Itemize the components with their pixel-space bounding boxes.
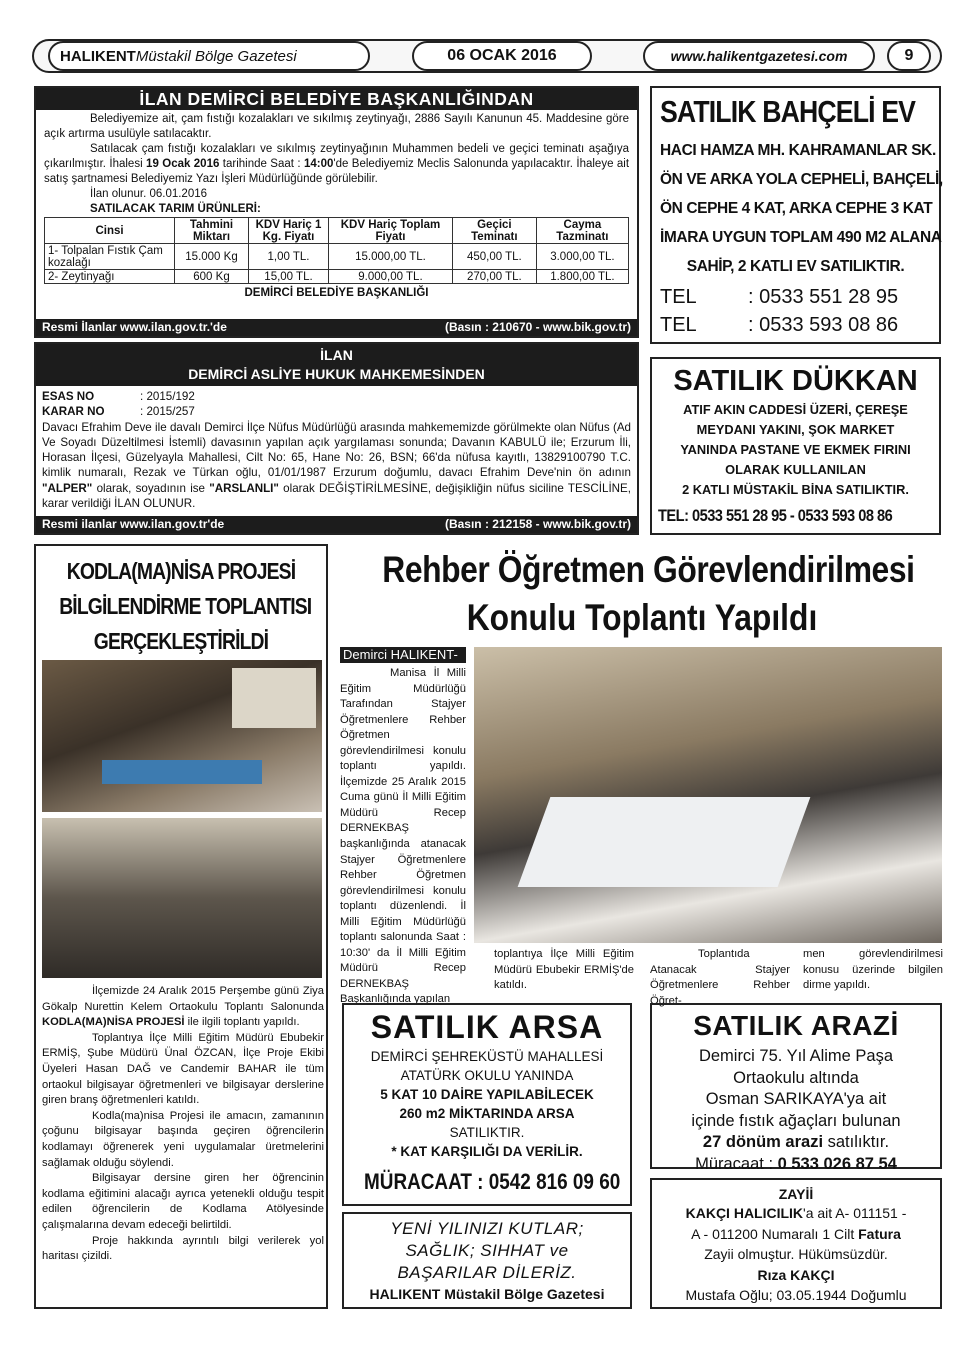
projection-screen: [232, 668, 316, 728]
ad-bahceli-title: SATILIK BAHÇELİ EV: [660, 94, 916, 129]
ad-bahceli-line: İMARA UYGUN TOPLAM 490 M2 ALANA: [660, 229, 942, 246]
page-number: 9: [887, 41, 931, 71]
ad-arsa-line: 260 m2 MİKTARINDA ARSA: [399, 1106, 575, 1121]
ad-zayi-line: Zayii olmuştur. Hükümsüzdür.: [704, 1246, 888, 1262]
ad-bahceli-line: HACI HAMZA MH. KAHRAMANLAR SK.: [660, 142, 936, 159]
ad-arazi-line: Müracaat : 0 533 026 87 54: [695, 1154, 897, 1173]
ad-bahceli-line: ÖN VE ARKA YOLA CEPHELİ, BAHÇELİ,: [660, 171, 943, 188]
ad-dukkan-line: YANINDA PASTANE VE EKMEK FIRINI: [680, 442, 911, 457]
ilan-mahkeme-body: Davacı Efrahim Deve ile davalı Demirci İlçe Nüfus Müdürlüğü arasında mahkememizde görülmekte olan Nüfus (Ad Ve Soyadı Düzeltilmesi İstemli) davasının yapılan açık yargılaması sonunda; Davanın KABULÜ ile; Erzurum İli, Horasan İlçesi, Güzelyayla Mahallesi, Cilt No: 65, Hane No: 26, BSN; 66'da nüfusa kayıtlı, 13829100790 T.C. kimlik numaralı, Rezak ve Türkan oğlu, 01/01/1987 Erzurum doğumlu, davacı Efrahim Deve'nin ön adının "ALPER" olarak, soyadının ise "ARSLANLI" olarak DEĞİŞTİRİLMESİNE, değişikliğin nüfus siciline TESCİLİNE, karar verildiği İLAN OLUNUR.: [42, 420, 632, 511]
ad-zayi-line: A - 011200 Numaralı 1 Cilt Fatura: [691, 1225, 901, 1242]
ilan-belediye-date: İlan olunur. 06.01.2016: [90, 188, 208, 200]
table-row: 1- Tolpalan Fıstık Çam kozalağı 15.000 Kg 1,00 TL. 15.000,00 TL. 450,00 TL. 3.000,00 TL.: [45, 244, 629, 270]
ad-arazi-line: Osman SARIKAYA'ya ait: [705, 1090, 887, 1108]
ad-arsa-tel: MÜRACAAT : 0542 816 09 60: [364, 1169, 621, 1194]
yeniyil-line: SAĞLIK; SIHHAT ve: [405, 1241, 569, 1260]
kodlamanisa-title: KODLA(MA)NİSA PROJESİ BİLGİLENDİRME TOPLANTISI GERÇEKLEŞTİRİLDİ: [59, 558, 312, 654]
yeniyil-line: BAŞARILAR DİLERİZ.: [397, 1263, 577, 1282]
esas-no: ESAS NO : 2015/192: [42, 390, 195, 403]
ilan-belediye-sign: DEMİRCİ BELEDİYE BAŞKANLIĞI: [244, 287, 429, 299]
ad-yeniyil: [342, 1212, 632, 1309]
ilan-belediye-table-title: SATILACAK TARIM ÜRÜNLERİ:: [90, 203, 261, 215]
ad-dukkan-line: 2 KATLI MÜSTAKİL BİNA SATILIKTIR.: [682, 482, 909, 497]
ad-arazi-line: Ortaokulu altında: [733, 1068, 859, 1087]
website-link[interactable]: www.halikentgazetesi.com: [643, 41, 875, 71]
ilan-belediye-table: Cinsi Tahmini Miktarı KDV Hariç 1 Kg. Fiyatı KDV Hariç Toplam Fiyatı Geçici Teminatı Cayma Tazminatı 1- Tolpalan Fıstık Çam kozalağı 15.000 Kg 1,00 TL. 15.000,00 TL. 450,00 TL. 3.000,00 TL. 2- Zeytinyağı 600 Kg 15,00 TL. 9.000,00 TL. 270,00 TL. 1.800,00 TL.: [44, 217, 629, 284]
ad-arsa-line: DEMİRCİ ŞEHREKÜSTÜ MAHALLESİ: [370, 1049, 604, 1064]
ad-arsa-line: 5 KAT 10 DAİRE YAPILABİLECEK: [380, 1087, 594, 1102]
ad-bahceli-ev: [650, 86, 941, 344]
ad-dukkan: [650, 357, 941, 535]
ad-zayi-line: KAKÇI HALICILIK'a ait A- 011151 -: [685, 1205, 907, 1221]
rehber-col1: Manisa İl Milli Eğitim Müdürlüğü Tarafından Stajyer Öğretmenlere Rehber Öğretmen görevlendirilmesi konulu toplantı yapıldı. İlçemizde 25 Aralık 2015 Cuma günü İl Milli Eğitim Müdürü Recep DERNEKBAŞ başkanlığında atanacak Stajyer Öğretmenlere Rehber Öğretmen görevlendirilmesi konulu toplantı düzenlendi. İl Milli Eğitim Müdürlüğü toplantı salonunda Saat : 10:30' da İl Milli Eğitim Müdürü Recep DERNEKBAŞ Başkanlığında yapılan: [340, 667, 466, 1006]
ad-arazi: [650, 1003, 942, 1173]
ad-dukkan-line: MEYDANI YAKINI, ŞOK MARKET: [696, 422, 895, 437]
table-cloth: [102, 760, 262, 784]
issue-date: 06 OCAK 2016: [412, 41, 592, 71]
ad-dukkan-title: SATILIK DÜKKAN: [673, 365, 918, 397]
ad-arazi-line: Demirci 75. Yıl Alime Paşa: [698, 1047, 894, 1065]
ad-zayi-line: Rıza KAKÇI: [757, 1266, 835, 1283]
ilan-mahkeme-footer: Resmi ilanlar www.ilan.gov.tr'de (Basın : 212158 - www.bik.gov.tr): [36, 516, 637, 533]
paper-name: [48, 41, 370, 71]
ilan-belediye-p2: Satılacak çam fıstığı kozalakları ve sıkılmış zeytinyağının Muhammen bedeli ve geçici teminatı aşağıya çıkarılmıştır. İhalesi 19 Ocak 2016 tarihinde Saat : 14:00'de Belediyemiz Meclis Salonunda yapılacaktır. İhaleye ait satış şartnamesi Belediyemiz Yazı İşleri Müdürlüğünde görülebilir.: [44, 143, 630, 185]
ad-arsa-line: SATILIKTIR.: [449, 1125, 525, 1140]
meeting-table: [518, 797, 811, 887]
kodlamanisa-article: [34, 544, 328, 1309]
yeniyil-paper: HALIKENT Müstakil Bölge Gazetesi: [369, 1286, 605, 1302]
ad-dukkan-tel: TEL: 0533 551 28 95 - 0533 593 08 86: [658, 506, 893, 525]
ad-arazi-title: SATILIK ARAZİ: [693, 1010, 899, 1041]
yeniyil-line: YENİ YILINIZI KUTLAR;: [390, 1219, 584, 1238]
ad-bahceli-line: ÖN CEPHE 4 KAT, ARKA CEPHE 3 KAT: [660, 200, 933, 217]
ad-bahceli-tel: TEL : 0533 551 28 95 TEL : 0533 593 08 86: [660, 286, 899, 336]
rehber-col4: men görevlendirilmesi konusu üzerinde bilgilen dirme yapıldı.: [803, 948, 943, 991]
ilan-mahkeme: [34, 342, 639, 535]
ilan-belediye-title: İLAN DEMİRCİ BELEDİYE BAŞKANLIĞINDAN: [36, 88, 637, 110]
ad-arsa-title: SATILIK ARSA: [370, 1009, 604, 1045]
rehber-col2: toplantıya İlçe Milli Eğitim Müdürü Ebubekir ERMİŞ'de katıldı.: [494, 948, 634, 991]
rehber-col3: Toplantıda Atanacak Stajyer Öğretmenlere Rehber Öğret-: [650, 948, 790, 1007]
kodlamanisa-body: İlçemizde 24 Aralık 2015 Perşembe günü Ziya Gökalp Nurettin Kelem Ortaokulu Toplantı Salonunda KODLA(MA)NİSA PROJESİ ile ilgili toplantı yapıldı. Toplantıya İlçe Milli Eğitim Müdürü Ebubekir ERMİŞ, Şube Müdürü Ünal ÖZCAN, İlçe Proje Ekibi Üyeleri Hasan DAĞ ve Candemir BAHAR ile tüm ortaokul bilgisayar öğretmenleri ve bilgisayar derslerine giren branş öğretmenleri katıldı. Kodla(ma)nisa Projesi ile amacın, zamanının çoğunu bilgisayar başında geçiren öğrencilerin kodlamayı öğrenerek yeni uygulamalar üretmelerini sağlamak olduğu söylendi. Bilgisayar dersine giren her öğrencinin kodlama eğitimini alacağı ayrıca yetenekli olduğu tespit edilen öğrencilerin de Kodlama Atölyesinde çalışmalarına devam edeceği belirtildi. Proje hakkında ayrıntılı bilgi verilerek yol haritası çizildi.: [42, 985, 324, 1263]
ad-zayi: [650, 1178, 942, 1309]
rehber-photo: [474, 647, 942, 943]
ad-arsa: [342, 1003, 632, 1206]
paper-name-rest: Müstakil Bölge Gazetesi: [135, 47, 297, 65]
ad-arazi-line: içinde fıstık ağaçları bulunan: [691, 1111, 901, 1130]
rehber-headline: Rehber Öğretmen Görevlendirilmesi Konulu Toplantı Yapıldı: [382, 549, 915, 638]
meeting-photo-2: [42, 818, 322, 978]
ad-bahceli-line: SAHİP, 2 KATLI EV SATILIKTIR.: [686, 258, 905, 275]
ad-zayi-line: Mustafa Oğlu; 03.05.1944 Doğumlu: [685, 1287, 907, 1303]
ilan-belediye-footer: Resmi İlanlar www.ilan.gov.tr.'de (Basın : 210670 - www.bik.gov.tr): [36, 319, 637, 336]
table-row: 2- Zeytinyağı 600 Kg 15,00 TL. 9.000,00 TL. 270,00 TL. 1.800,00 TL.: [45, 270, 629, 284]
ilan-belediye: [34, 86, 639, 338]
ad-dukkan-line: OLARAK KULLANILAN: [725, 462, 866, 477]
ad-dukkan-line: ATIF AKIN CADDESİ ÜZERİ, ÇEREŞE: [683, 402, 908, 417]
ad-arsa-line: ATATÜRK OKULU YANINDA: [400, 1068, 574, 1083]
ad-zayi-title: ZAYİİ: [778, 1186, 814, 1202]
paper-name-bold: HALIKENT: [60, 47, 136, 65]
ad-arsa-line: * KAT KARŞILIĞI DA VERİLİR.: [391, 1144, 583, 1159]
rehber-byline: Demirci HALIKENT-: [340, 647, 466, 663]
karar-no: KARAR NO : 2015/257: [42, 405, 195, 419]
ilan-mahkeme-title: İLAN DEMİRCİ ASLİYE HUKUK MAHKEMESİNDEN: [36, 344, 637, 386]
meeting-photo-1: [42, 660, 322, 812]
ilan-belediye-p1: Belediyemize ait, çam fıstığı kozalakları ve sıkılmış zeytinyağı, 2886 Sayılı Kanunun 45. Maddesine göre açık artırma usulüyle satılacaktır.: [44, 113, 629, 140]
ad-arazi-line: 27 dönüm arazi satılıktır.: [702, 1133, 890, 1151]
